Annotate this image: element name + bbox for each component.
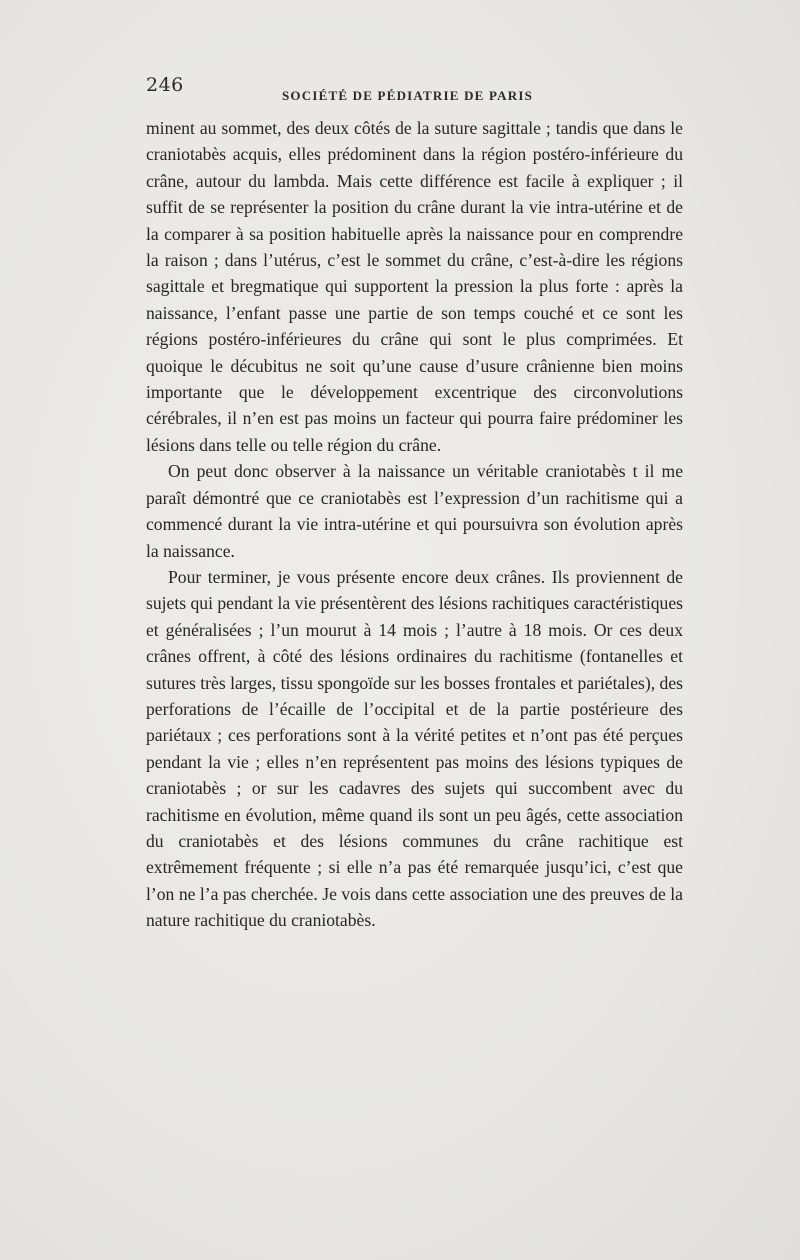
page-number: 246	[146, 74, 184, 96]
body-text	[146, 115, 683, 934]
running-title: SOCIÉTÉ DE PÉDIATRIE DE PARIS	[282, 88, 534, 103]
paragraph-1: minent au sommet, des deux côtés de la suture sagittale ; tandis que dans le craniotabès acquis, elles prédominent dans la région postéro-inférieure du crâne, autour du lambda. Mais cette différence est facile à expliquer ; il suffit de se représenter la position du crâne durant la vie intra-utérine et de la comparer à sa position habituelle après la naissance pour en comprendre la raison ; dans l’utérus, c’est le sommet du crâne, c’est-à-dire les régions sagittale et bregmatique qui supportent la pression la plus forte : après la naissance, l’enfant passe une partie de son temps couché et ce sont les régions postéro-inférieures du crâne qui sont le plus comprimées. Et quoique le décubitus ne soit qu’une cause d’usure crânienne bien moins importante que le développement excentrique des circonvolutions cérébrales, il n’en est pas moins un facteur qui pourra faire prédominer les lésions dans telle ou telle région du crâne.	[146, 118, 683, 455]
paragraph-3: Pour terminer, je vous présente encore deux crânes. Ils proviennent de sujets qui pendant la vie présentèrent des lésions rachitiques caractéristiques et généralisées ; l’un mourut à 14 mois ; l’autre à 18 mois. Or ces deux crânes offrent, à côté des lésions ordinaires du rachitisme (fontanelles et sutures très larges, tissu spongoïde sur les bosses frontales et pariétales), des perforations de l’écaille de l’occipital et de la partie postérieure des pariétaux ; ces perforations sont à la vérité petites et n’ont pas été perçues pendant la vie ; elles n’en représentent pas moins des lésions typiques de craniotabès ; or sur les cadavres des sujets qui succombent avec du rachitisme en évolution, même quand ils sont un peu âgés, cette association du craniotabès et des lésions communes du crâne rachitique est extrêmement fréquente ; si elle n’a pas été remarquée jusqu’ici, c’est que l’on ne l’a pas cherchée. Je vois dans cette association une des preuves de la nature rachitique du craniotabès.	[146, 566, 683, 931]
paragraph-2: On peut donc observer à la naissance un véritable craniotabès t il me paraît démontré que ce craniotabès est l’expression d’un rachitisme qui a commencé durant la vie intra-utérine et qui poursuivra son évolution après la naissance.	[146, 461, 683, 561]
